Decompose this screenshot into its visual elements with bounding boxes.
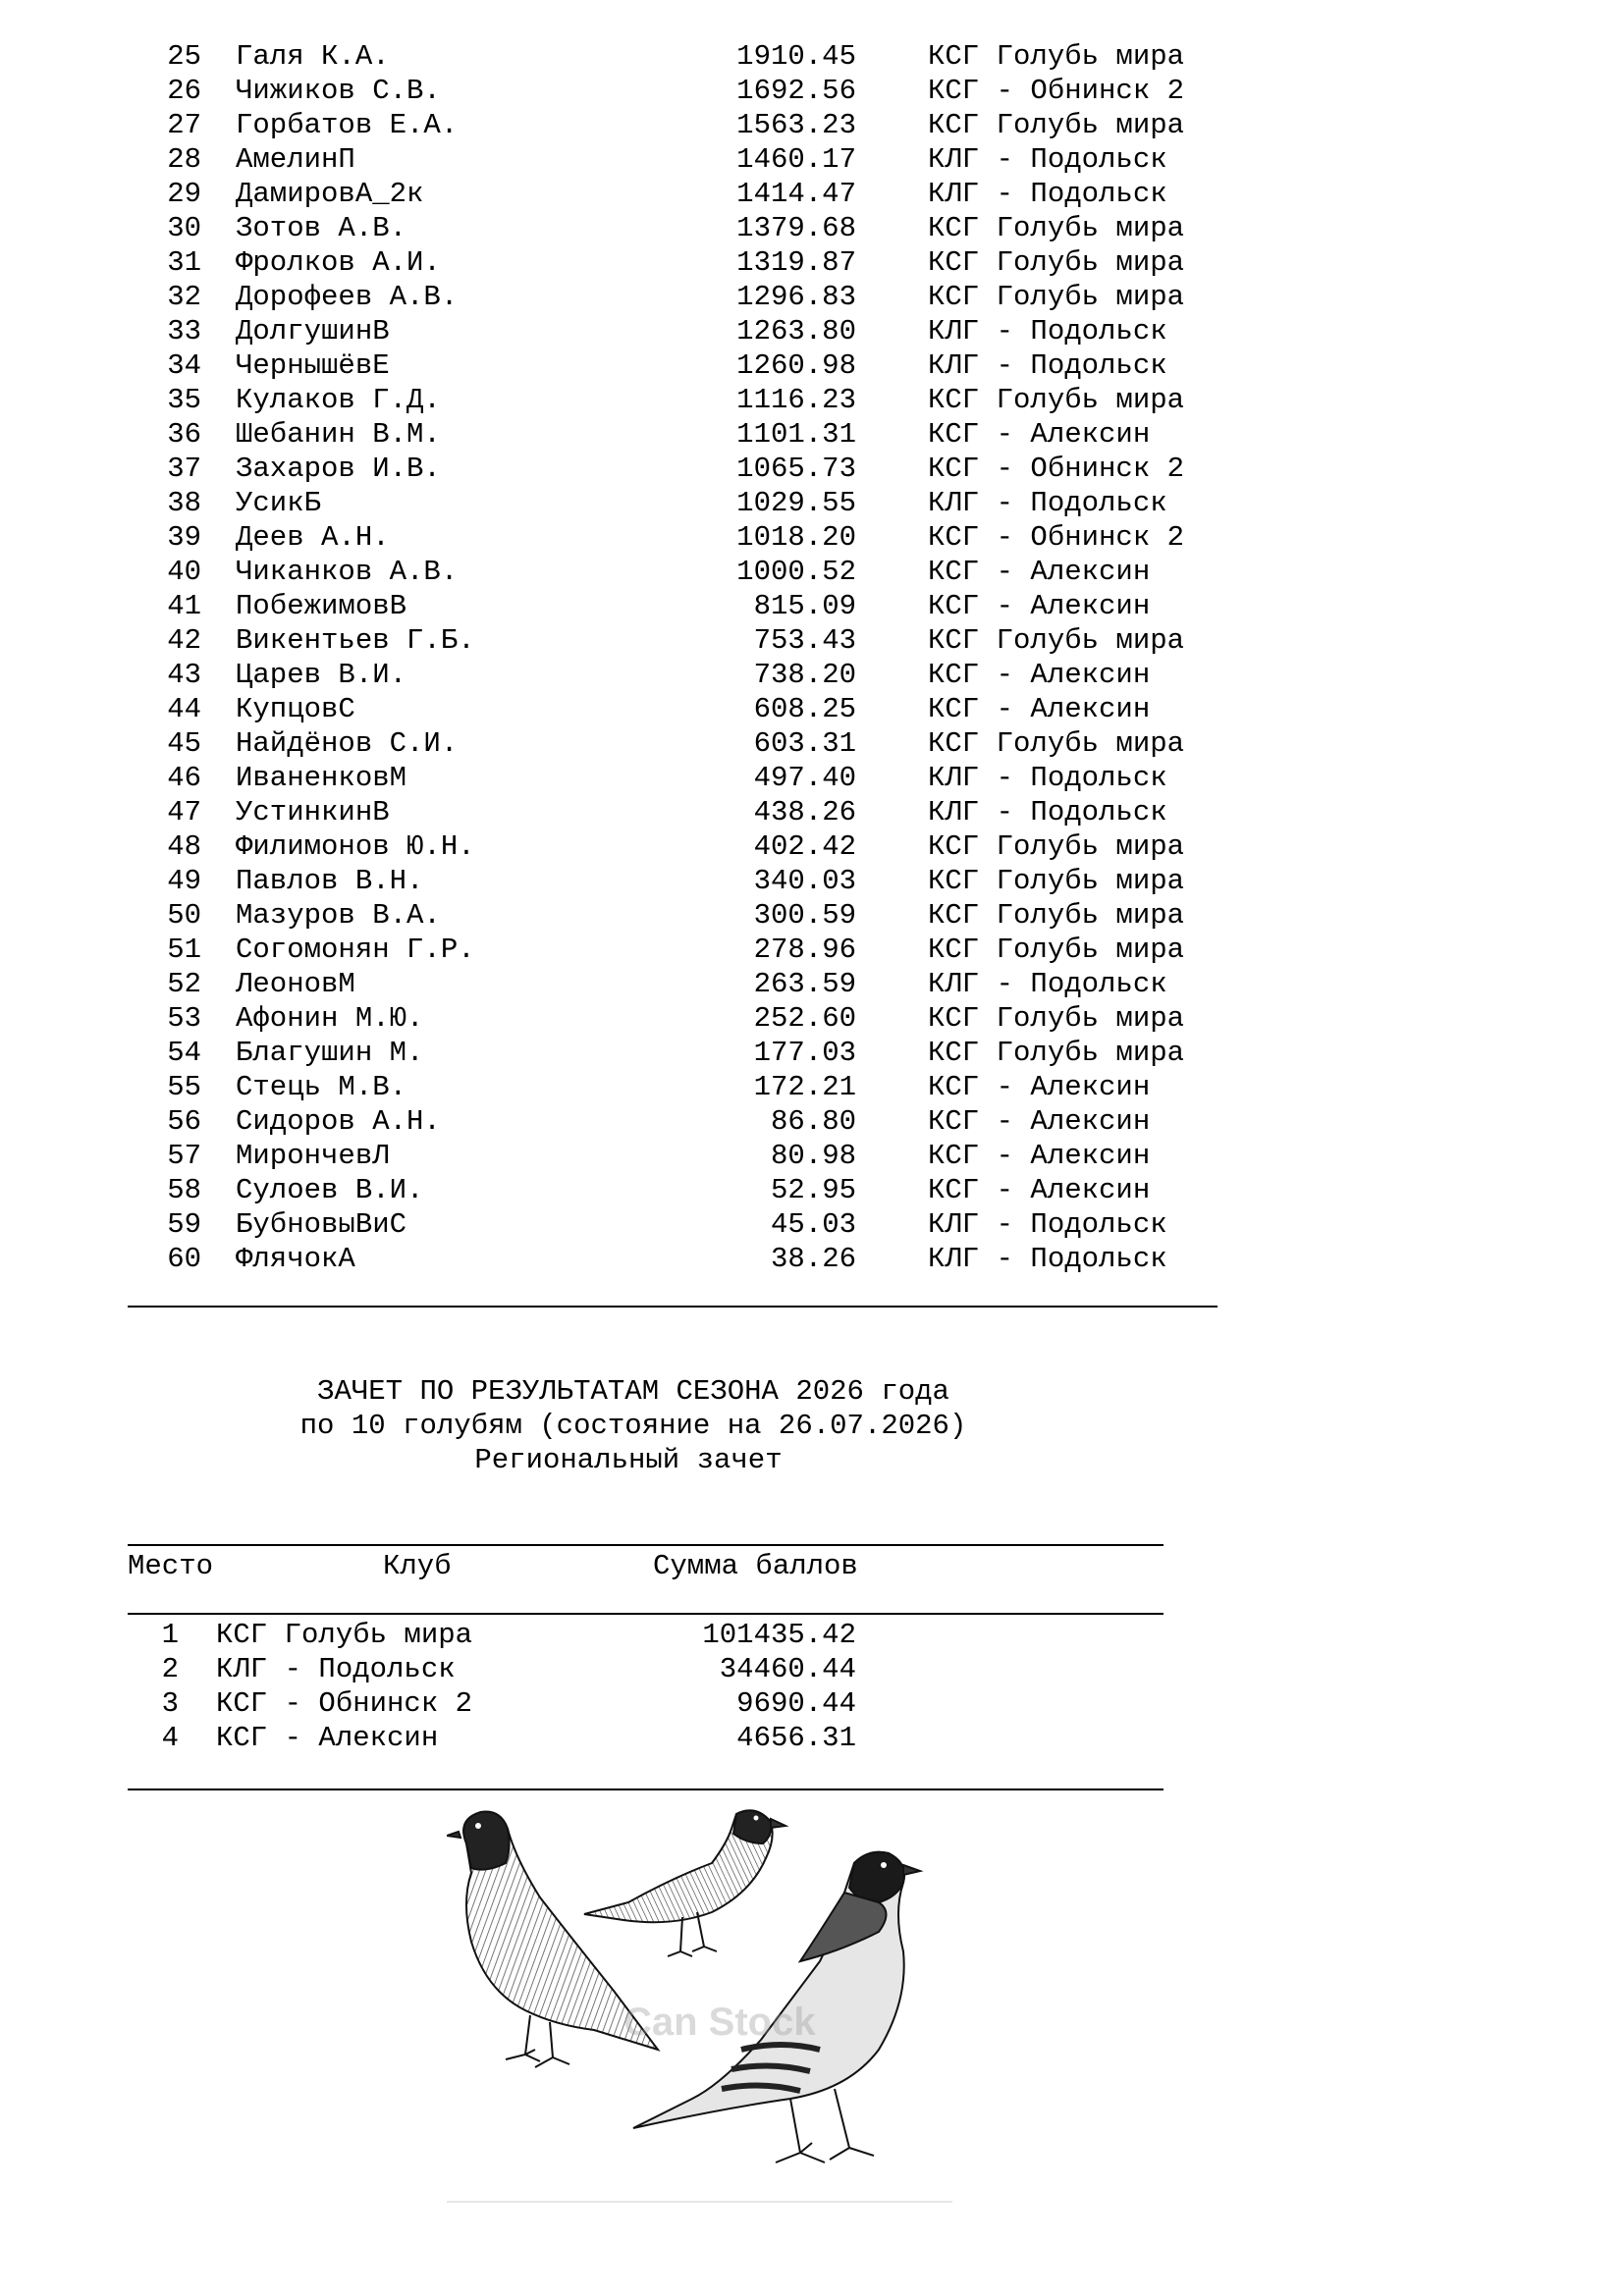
club-name: КЛГ - Подольск: [216, 1653, 456, 1685]
pilot-place: 46: [167, 762, 201, 794]
pilot-row: [0, 1036, 1276, 1070]
pilot-row: [0, 726, 1276, 761]
pilot-club: КЛГ - Подольск: [928, 143, 1167, 176]
pilot-score: 86.80: [770, 1105, 856, 1138]
pilot-name: Павлов В.Н.: [236, 865, 424, 897]
watermark-text: Can Stock: [623, 2001, 816, 2044]
pilot-row: [0, 280, 1276, 314]
club-name: КСГ Голубь мира: [216, 1619, 473, 1651]
pilot-club: КСГ - Обнинск 2: [928, 453, 1185, 485]
pilot-row: [0, 74, 1276, 108]
header-bottom-rule: [128, 1613, 1164, 1615]
pilot-score: 300.59: [753, 899, 856, 932]
pilot-place: 40: [167, 556, 201, 588]
pilot-score: 80.98: [770, 1140, 856, 1172]
pilot-place: 30: [167, 212, 201, 244]
pilot-place: 48: [167, 830, 201, 863]
pilot-place: 53: [167, 1002, 201, 1035]
pilot-club: КСГ - Обнинск 2: [928, 521, 1185, 554]
pilot-place: 54: [167, 1037, 201, 1069]
pilot-place: 51: [167, 934, 201, 966]
pilot-score: 1910.45: [736, 40, 856, 73]
pilot-score: 815.09: [753, 590, 856, 622]
pilot-row: [0, 898, 1276, 933]
pilot-score: 738.20: [753, 659, 856, 691]
pilot-row: [0, 555, 1276, 589]
pilot-place: 27: [167, 109, 201, 141]
pilot-score: 263.59: [753, 968, 856, 1000]
pilot-place: 29: [167, 178, 201, 210]
pilot-place: 34: [167, 349, 201, 382]
pilot-club: КСГ Голубь мира: [928, 246, 1185, 279]
pilot-place: 33: [167, 315, 201, 347]
pilot-name: Сидоров А.Н.: [236, 1105, 441, 1138]
pilot-score: 1116.23: [736, 384, 856, 416]
pilot-club: КСГ - Обнинск 2: [928, 75, 1185, 107]
pilot-score: 45.03: [770, 1208, 856, 1241]
pilot-name: Горбатов Е.А.: [236, 109, 459, 141]
pilot-score: 38.26: [770, 1243, 856, 1275]
pilot-name: Шебанин В.М.: [236, 418, 441, 451]
pilot-row: [0, 623, 1276, 658]
title-line: Региональный зачет: [474, 1444, 783, 1476]
pilot-place: 55: [167, 1071, 201, 1103]
pilot-place: 50: [167, 899, 201, 932]
club-row: [0, 1721, 1276, 1755]
pilot-score: 438.26: [753, 796, 856, 828]
pilot-club: КЛГ - Подольск: [928, 315, 1167, 347]
pilot-score: 252.60: [753, 1002, 856, 1035]
pilot-club: КСГ - Алексин: [928, 590, 1151, 622]
pilot-row: [0, 795, 1276, 829]
club-name: КСГ - Алексин: [216, 1722, 439, 1754]
pilot-club: КСГ Голубь мира: [928, 1002, 1185, 1035]
pilot-score: 753.43: [753, 624, 856, 657]
pilot-row: [0, 108, 1276, 142]
pilot-row: [0, 829, 1276, 864]
pilot-place: 59: [167, 1208, 201, 1241]
pilot-place: 56: [167, 1105, 201, 1138]
pilot-place: 25: [167, 40, 201, 73]
club-sum: 101435.42: [702, 1619, 856, 1651]
pilot-place: 35: [167, 384, 201, 416]
club-place: 2: [161, 1653, 179, 1685]
pilot-row: [0, 314, 1276, 348]
pilot-score: 1414.47: [736, 178, 856, 210]
pilot-score: 1029.55: [736, 487, 856, 519]
pilot-name: Викентьев Г.Б.: [236, 624, 475, 657]
club-row: [0, 1652, 1276, 1686]
pilot-row: [0, 967, 1276, 1001]
pilot-place: 41: [167, 590, 201, 622]
pilot-club: КСГ - Алексин: [928, 1140, 1151, 1172]
pilot-score: 177.03: [753, 1037, 856, 1069]
club-place: 3: [161, 1687, 179, 1720]
pilot-name: Стець М.В.: [236, 1071, 407, 1103]
pilot-club: КСГ - Алексин: [928, 1071, 1151, 1103]
pilot-row: [0, 520, 1276, 555]
pilot-name: ПобежимовВ: [236, 590, 407, 622]
pilot-name: Деев А.Н.: [236, 521, 390, 554]
pilot-club: КСГ Голубь мира: [928, 109, 1185, 141]
pilot-club: КСГ Голубь мира: [928, 1037, 1185, 1069]
pilot-place: 26: [167, 75, 201, 107]
pilot-name: Афонин М.Ю.: [236, 1002, 424, 1035]
pilot-score: 1692.56: [736, 75, 856, 107]
title-line: по 10 голубям (состояние на 26.07.2026): [299, 1410, 967, 1442]
pilot-name: Чиканков А.В.: [236, 556, 459, 588]
header-place: Место: [128, 1550, 214, 1582]
pilot-row: [0, 211, 1276, 245]
pilot-club: КСГ - Алексин: [928, 1174, 1151, 1206]
pilot-row: [0, 1139, 1276, 1173]
pilot-row: [0, 1173, 1276, 1207]
club-sum: 34460.44: [719, 1653, 856, 1685]
pilot-place: 36: [167, 418, 201, 451]
pilot-score: 340.03: [753, 865, 856, 897]
pilot-name: Мазуров В.А.: [236, 899, 441, 932]
pilot-row: [0, 658, 1276, 692]
pilot-score: 1263.80: [736, 315, 856, 347]
pilot-row: [0, 589, 1276, 623]
pilot-club: КЛГ - Подольск: [928, 968, 1167, 1000]
pilot-club: КСГ Голубь мира: [928, 830, 1185, 863]
club-place: 1: [161, 1619, 179, 1651]
pilot-name: Согомонян Г.Р.: [236, 934, 475, 966]
pilot-place: 31: [167, 246, 201, 279]
table-bottom-rule: [128, 1789, 1164, 1790]
pilot-name: ЛеоновМ: [236, 968, 355, 1000]
pilot-place: 43: [167, 659, 201, 691]
pilot-name: УсикБ: [236, 487, 322, 519]
pilot-row: [0, 486, 1276, 520]
pilot-score: 402.42: [753, 830, 856, 863]
pilot-club: КСГ Голубь мира: [928, 865, 1185, 897]
pilot-score: 52.95: [770, 1174, 856, 1206]
pilot-place: 37: [167, 453, 201, 485]
pilot-club: КСГ - Алексин: [928, 418, 1151, 451]
pilot-place: 47: [167, 796, 201, 828]
pilot-row: [0, 692, 1276, 726]
header-sum: Сумма баллов: [653, 1550, 858, 1582]
pilot-place: 44: [167, 693, 201, 725]
pilot-place: 42: [167, 624, 201, 657]
pilot-score: 1379.68: [736, 212, 856, 244]
pilot-club: КСГ - Алексин: [928, 556, 1151, 588]
pilot-score: 1065.73: [736, 453, 856, 485]
pilot-row: [0, 933, 1276, 967]
pilot-score: 1319.87: [736, 246, 856, 279]
pilot-row: [0, 383, 1276, 417]
pilot-name: Галя К.А.: [236, 40, 390, 73]
pilot-score: 1000.52: [736, 556, 856, 588]
pilot-club: КСГ Голубь мира: [928, 281, 1185, 313]
pilot-club: КЛГ - Подольск: [928, 762, 1167, 794]
pilot-row: [0, 761, 1276, 795]
pilot-name: Филимонов Ю.Н.: [236, 830, 475, 863]
pilot-name: ФлячокА: [236, 1243, 355, 1275]
pilot-name: БубновыВиС: [236, 1208, 407, 1241]
pilot-club: КЛГ - Подольск: [928, 487, 1167, 519]
pilot-name: Захаров И.В.: [236, 453, 441, 485]
pilot-row: [0, 177, 1276, 211]
pilot-row: [0, 245, 1276, 280]
pilot-name: Фролков А.И.: [236, 246, 441, 279]
pilot-score: 608.25: [753, 693, 856, 725]
pilot-club: КСГ Голубь мира: [928, 934, 1185, 966]
pilot-row: [0, 1001, 1276, 1036]
club-name: КСГ - Обнинск 2: [216, 1687, 473, 1720]
pilot-club: КСГ Голубь мира: [928, 384, 1185, 416]
pilot-club: КЛГ - Подольск: [928, 1208, 1167, 1241]
pilot-club: КЛГ - Подольск: [928, 1243, 1167, 1275]
pilot-name: Сулоев В.И.: [236, 1174, 424, 1206]
pilot-club: КЛГ - Подольск: [928, 796, 1167, 828]
pilot-score: 172.21: [753, 1071, 856, 1103]
pilot-score: 497.40: [753, 762, 856, 794]
pilot-club: КСГ Голубь мира: [928, 727, 1185, 760]
header-club: Клуб: [383, 1550, 452, 1582]
pilot-name: Царев В.И.: [236, 659, 407, 691]
pilot-place: 52: [167, 968, 201, 1000]
pilot-score: 1260.98: [736, 349, 856, 382]
pilot-row: [0, 39, 1276, 74]
pilot-place: 39: [167, 521, 201, 554]
pilot-row: [0, 1242, 1276, 1276]
club-row: [0, 1686, 1276, 1721]
pilot-name: МирончевЛ: [236, 1140, 390, 1172]
pilot-row: [0, 452, 1276, 486]
pilot-name: Чижиков С.В.: [236, 75, 441, 107]
pilot-score: 1101.31: [736, 418, 856, 451]
club-row: [0, 1618, 1276, 1652]
pilot-score: 1563.23: [736, 109, 856, 141]
pilot-club: КСГ Голубь мира: [928, 624, 1185, 657]
pilot-score: 1460.17: [736, 143, 856, 176]
pilot-place: 58: [167, 1174, 201, 1206]
pilot-club: КЛГ - Подольск: [928, 349, 1167, 382]
table-divider: [128, 1306, 1218, 1308]
pilot-place: 49: [167, 865, 201, 897]
pilot-score: 1296.83: [736, 281, 856, 313]
title-line: ЗАЧЕТ ПО РЕЗУЛЬТАТАМ СЕЗОНА 2026 года: [317, 1375, 949, 1408]
pilot-place: 28: [167, 143, 201, 176]
pilot-place: 45: [167, 727, 201, 760]
pilot-club: КСГ - Алексин: [928, 693, 1151, 725]
pilot-score: 603.31: [753, 727, 856, 760]
pilot-score: 1018.20: [736, 521, 856, 554]
middle-pigeon: [584, 1810, 785, 1956]
club-sum: 9690.44: [736, 1687, 856, 1720]
pilot-name: АмелинП: [236, 143, 355, 176]
pilot-name: Найдёнов С.И.: [236, 727, 459, 760]
header-top-rule: [128, 1544, 1164, 1546]
club-sum: 4656.31: [736, 1722, 856, 1754]
pilot-place: 38: [167, 487, 201, 519]
pilot-name: ИваненковМ: [236, 762, 407, 794]
pilot-row: [0, 417, 1276, 452]
pilot-club: КСГ Голубь мира: [928, 212, 1185, 244]
pilot-row: [0, 1104, 1276, 1139]
pilot-place: 32: [167, 281, 201, 313]
pilot-name: ДамировА_2к: [236, 178, 424, 210]
pilot-name: ЧернышёвЕ: [236, 349, 390, 382]
pilot-place: 57: [167, 1140, 201, 1172]
pilot-club: КЛГ - Подольск: [928, 178, 1167, 210]
pilot-place: 60: [167, 1243, 201, 1275]
pilot-name: Дорофеев А.В.: [236, 281, 459, 313]
pilot-club: КСГ - Алексин: [928, 659, 1151, 691]
pilot-name: ДолгушинВ: [236, 315, 390, 347]
pilot-row: [0, 142, 1276, 177]
club-place: 4: [161, 1722, 179, 1754]
pilot-row: [0, 1207, 1276, 1242]
pilot-name: УстинкинВ: [236, 796, 390, 828]
pilot-club: КСГ Голубь мира: [928, 899, 1185, 932]
pilot-name: КупцовС: [236, 693, 355, 725]
pilot-row: [0, 348, 1276, 383]
pilot-club: КСГ - Алексин: [928, 1105, 1151, 1138]
pilot-name: Благушин М.: [236, 1037, 424, 1069]
pilot-row: [0, 1070, 1276, 1104]
pilot-club: КСГ Голубь мира: [928, 40, 1185, 73]
pilot-row: [0, 864, 1276, 898]
pilot-name: Зотов А.В.: [236, 212, 407, 244]
pilot-name: Кулаков Г.Д.: [236, 384, 441, 416]
pilot-score: 278.96: [753, 934, 856, 966]
